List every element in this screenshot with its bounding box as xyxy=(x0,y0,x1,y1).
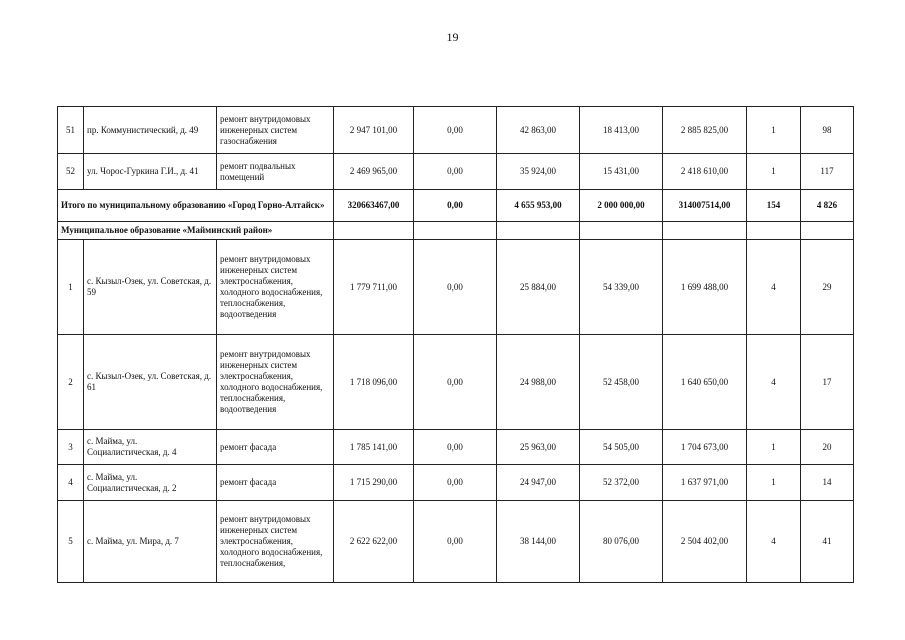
row-col-1: 0,00 xyxy=(414,154,497,190)
row-work-type: ремонт фасада xyxy=(217,430,334,465)
table-row xyxy=(58,240,854,335)
row-col-4: 2 504 402,00 xyxy=(663,501,747,583)
table-row xyxy=(58,154,854,190)
row-col-3: 52 458,00 xyxy=(580,335,663,430)
total-col-3: 2 000 000,00 xyxy=(580,190,663,222)
row-address: с. Кызыл-Озек, ул. Советская, д. 61 xyxy=(84,335,217,430)
table-row xyxy=(58,430,854,465)
page-number: 19 xyxy=(446,30,459,44)
row-col-3: 18 413,00 xyxy=(580,107,663,154)
row-col-3: 52 372,00 xyxy=(580,465,663,501)
row-number: 2 xyxy=(58,335,84,430)
row-col-6: 41 xyxy=(801,501,854,583)
row-work-type: ремонт внутридомовых инженерных систем электроснабжения, холодного водоснабжения, теплоснабжения, xyxy=(217,501,334,583)
row-cost: 2 947 101,00 xyxy=(334,107,414,154)
row-col-4: 1 637 971,00 xyxy=(663,465,747,501)
row-col-3: 80 076,00 xyxy=(580,501,663,583)
row-col-5: 4 xyxy=(747,501,801,583)
row-number: 51 xyxy=(58,107,84,154)
row-col-1: 0,00 xyxy=(414,465,497,501)
row-col-2: 35 924,00 xyxy=(497,154,580,190)
row-col-4: 2 885 825,00 xyxy=(663,107,747,154)
row-col-6: 29 xyxy=(801,240,854,335)
table-row xyxy=(58,335,854,430)
total-label: Итого по муниципальному образованию «Город Горно-Алтайск» xyxy=(58,190,334,222)
row-number: 4 xyxy=(58,465,84,501)
row-col-2: 24 947,00 xyxy=(497,465,580,501)
row-number: 5 xyxy=(58,501,84,583)
row-work-type: ремонт фасада xyxy=(217,465,334,501)
table-row xyxy=(58,107,854,154)
row-col-4: 1 640 650,00 xyxy=(663,335,747,430)
row-col-3: 54 505,00 xyxy=(580,430,663,465)
row-work-type: ремонт внутридомовых инженерных систем электроснабжения, холодного водоснабжения, теплоснабжения, водоотведения xyxy=(217,335,334,430)
table-row xyxy=(58,501,854,583)
row-col-1: 0,00 xyxy=(414,501,497,583)
row-work-type: ремонт внутридомовых инженерных систем электроснабжения, холодного водоснабжения, теплоснабжения, водоотведения xyxy=(217,240,334,335)
row-col-1: 0,00 xyxy=(414,430,497,465)
row-col-4: 1 699 488,00 xyxy=(663,240,747,335)
total-col-2: 4 655 953,00 xyxy=(497,190,580,222)
repair-program-table xyxy=(57,106,854,583)
row-col-5: 1 xyxy=(747,107,801,154)
row-col-2: 38 144,00 xyxy=(497,501,580,583)
row-col-6: 98 xyxy=(801,107,854,154)
row-cost: 2 469 965,00 xyxy=(334,154,414,190)
row-address: с. Майма, ул. Социалистическая, д. 2 xyxy=(84,465,217,501)
row-cost: 1 779 711,00 xyxy=(334,240,414,335)
row-cost: 1 715 290,00 xyxy=(334,465,414,501)
row-col-6: 20 xyxy=(801,430,854,465)
row-col-5: 1 xyxy=(747,465,801,501)
row-number: 52 xyxy=(58,154,84,190)
total-cost: 320663467,00 xyxy=(334,190,414,222)
row-col-5: 1 xyxy=(747,154,801,190)
section-label: Муниципальное образование «Майминский район» xyxy=(58,222,334,240)
row-col-1: 0,00 xyxy=(414,107,497,154)
total-col-5: 154 xyxy=(747,190,801,222)
row-number: 3 xyxy=(58,430,84,465)
row-col-2: 24 988,00 xyxy=(497,335,580,430)
row-col-5: 1 xyxy=(747,430,801,465)
row-col-3: 15 431,00 xyxy=(580,154,663,190)
row-cost: 2 622 622,00 xyxy=(334,501,414,583)
total-col-4: 314007514,00 xyxy=(663,190,747,222)
table-row xyxy=(58,465,854,501)
row-number: 1 xyxy=(58,240,84,335)
section-row xyxy=(58,222,854,240)
row-col-4: 1 704 673,00 xyxy=(663,430,747,465)
row-col-6: 17 xyxy=(801,335,854,430)
row-col-3: 54 339,00 xyxy=(580,240,663,335)
row-col-4: 2 418 610,00 xyxy=(663,154,747,190)
row-col-2: 42 863,00 xyxy=(497,107,580,154)
row-address: с. Майма, ул. Мира, д. 7 xyxy=(84,501,217,583)
row-address: ул. Чорос-Гуркина Г.И., д. 41 xyxy=(84,154,217,190)
total-col-1: 0,00 xyxy=(414,190,497,222)
row-col-1: 0,00 xyxy=(414,240,497,335)
row-address: с. Кызыл-Озек, ул. Советская, д. 59 xyxy=(84,240,217,335)
row-work-type: ремонт внутридомовых инженерных систем газоснабжения xyxy=(217,107,334,154)
row-address: с. Майма, ул. Социалистическая, д. 4 xyxy=(84,430,217,465)
row-col-2: 25 884,00 xyxy=(497,240,580,335)
row-col-5: 4 xyxy=(747,335,801,430)
total-row xyxy=(58,190,854,222)
row-col-6: 14 xyxy=(801,465,854,501)
total-col-6: 4 826 xyxy=(801,190,854,222)
row-cost: 1 785 141,00 xyxy=(334,430,414,465)
row-col-2: 25 963,00 xyxy=(497,430,580,465)
row-col-5: 4 xyxy=(747,240,801,335)
row-col-1: 0,00 xyxy=(414,335,497,430)
row-address: пр. Коммунистический, д. 49 xyxy=(84,107,217,154)
row-col-6: 117 xyxy=(801,154,854,190)
row-work-type: ремонт подвальных помещений xyxy=(217,154,334,190)
row-cost: 1 718 096,00 xyxy=(334,335,414,430)
